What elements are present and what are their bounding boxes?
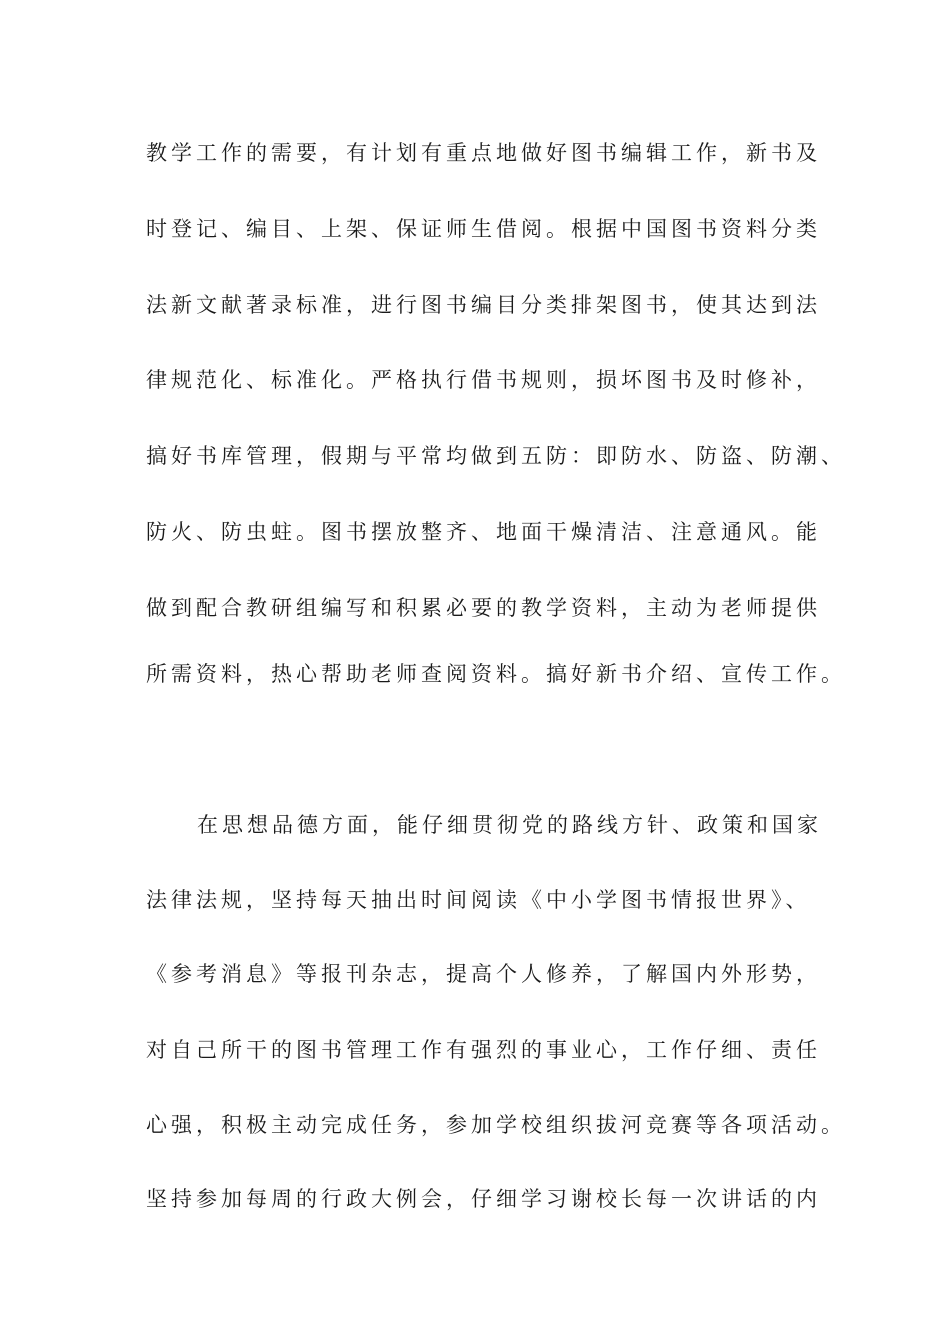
- paragraph-1-line-6: 防火、防虫蛀。图书摆放整齐、地面干燥清洁、注意通风。能: [146, 520, 821, 544]
- paragraph-2-line-5: 心强，积极主动完成任务，参加学校组织拔河竞赛等各项活动。: [146, 1113, 846, 1137]
- paragraph-2-line-4: 对自己所干的图书管理工作有强烈的事业心，工作仔细、责任: [146, 1038, 821, 1062]
- paragraph-2-line-3: 《参考消息》等报刊杂志，提高个人修养，了解国内外形势，: [146, 962, 821, 986]
- paragraph-1-line-1: 教学工作的需要，有计划有重点地做好图书编辑工作，新书及: [146, 141, 821, 165]
- paragraph-1-line-2: 时登记、编目、上架、保证师生借阅。根据中国图书资料分类: [146, 217, 821, 241]
- paragraph-1-line-3: 法新文献著录标准，进行图书编目分类排架图书，使其达到法: [146, 293, 821, 317]
- paragraph-2-line-2: 法律法规，坚持每天抽出时间阅读《中小学图书情报世界》、: [146, 888, 811, 912]
- paragraph-1-line-8: 所需资料，热心帮助老师查阅资料。搞好新书介绍、宣传工作。: [146, 662, 846, 686]
- paragraph-1-line-4: 律规范化、标准化。严格执行借书规则，损坏图书及时修补，: [146, 368, 821, 392]
- paragraph-1-line-7: 做到配合教研组编写和积累必要的教学资料，主动为老师提供: [146, 596, 821, 620]
- paragraph-2-line-6: 坚持参加每周的行政大例会，仔细学习谢校长每一次讲话的内: [146, 1187, 821, 1211]
- paragraph-2-line-1: 在思想品德方面，能仔细贯彻党的路线方针、政策和国家: [197, 813, 822, 837]
- paragraph-1-line-5: 搞好书库管理，假期与平常均做到五防：即防水、防盗、防潮、: [146, 444, 846, 468]
